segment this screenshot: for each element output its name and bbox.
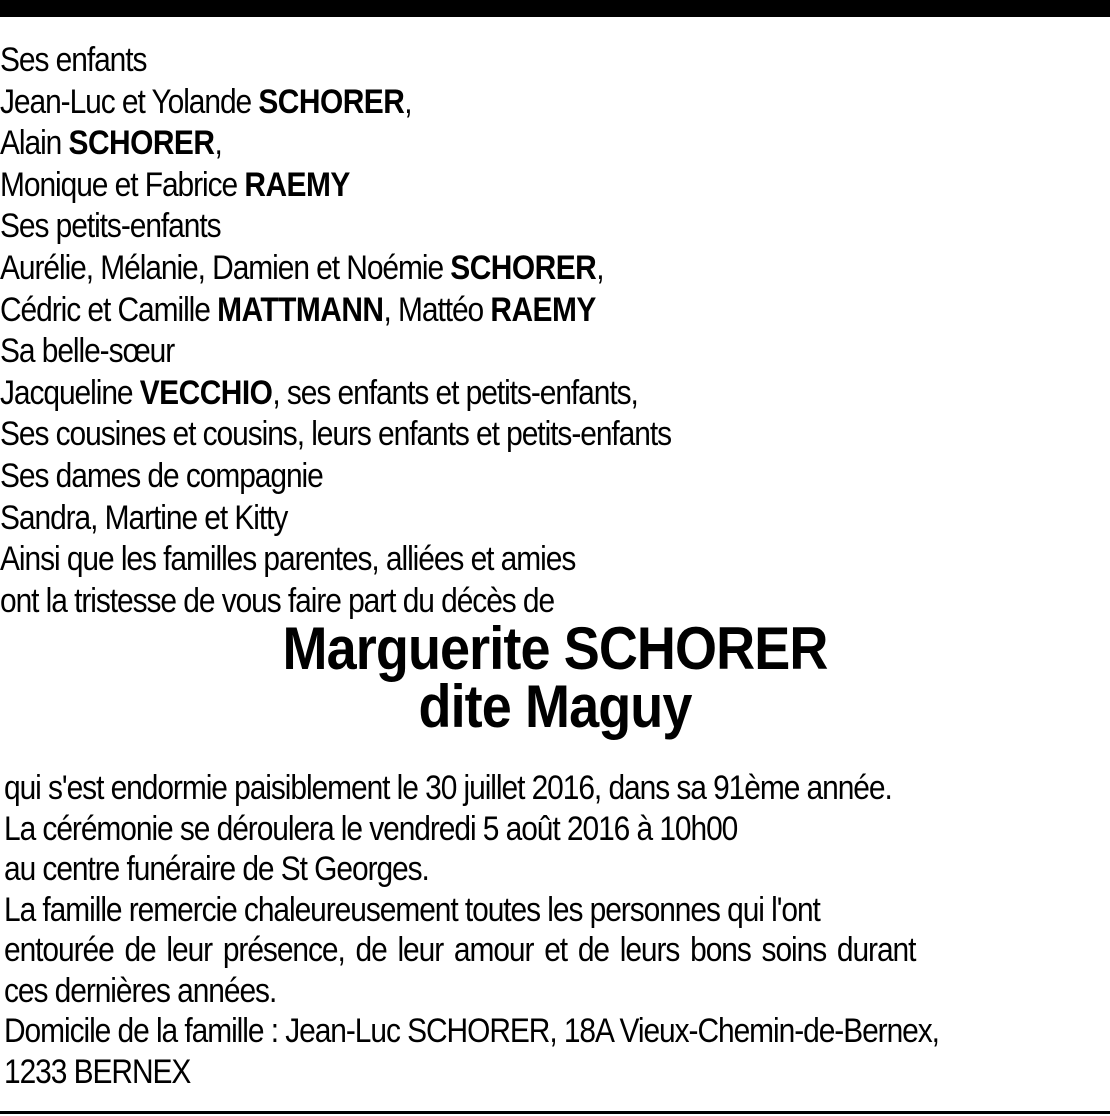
surname: SCHORER bbox=[68, 124, 215, 163]
detail-line: 1233 BERNEX bbox=[4, 1052, 191, 1091]
ceremony-details bbox=[4, 768, 1110, 1092]
family-announcement bbox=[0, 40, 977, 622]
family-line: Alain SCHORER, bbox=[0, 124, 222, 163]
family-line: Ses petits-enfants bbox=[0, 207, 221, 246]
surname: RAEMY bbox=[490, 290, 596, 329]
family-line: Sa belle-sœur bbox=[0, 332, 175, 371]
family-line: Jacqueline VECCHIO, ses enfants et petits-enfants, bbox=[0, 373, 638, 412]
bottom-rule bbox=[0, 1111, 1110, 1114]
family-line: Cédric et Camille MATTMANN, Mattéo RAEMY bbox=[0, 290, 596, 329]
detail-line: ces dernières années. bbox=[4, 971, 277, 1010]
family-line: Jean-Luc et Yolande SCHORER, bbox=[0, 82, 412, 121]
deceased-name-block bbox=[56, 615, 1055, 740]
family-line: Ainsi que les familles parentes, alliées et amies bbox=[0, 540, 576, 579]
surname: RAEMY bbox=[244, 165, 350, 204]
detail-line: Domicile de la famille : Jean-Luc SCHORER, 18A Vieux-Chemin-de-Bernex, bbox=[4, 1012, 939, 1050]
surname: VECCHIO bbox=[139, 373, 273, 412]
surname: SCHORER bbox=[258, 82, 405, 121]
family-line: Sandra, Martine et Kitty bbox=[0, 498, 288, 537]
surname: SCHORER bbox=[450, 248, 597, 287]
family-line: ont la tristesse de vous faire part du décès de bbox=[0, 581, 555, 620]
deceased-nickname: dite Maguy bbox=[418, 673, 692, 740]
family-line: Ses enfants bbox=[0, 41, 147, 79]
detail-line: qui s'est endormie paisiblement le 30 juillet 2016, dans sa 91ème année. bbox=[4, 769, 892, 807]
surname: MATTMANN bbox=[217, 290, 384, 329]
detail-line: au centre funéraire de St Georges. bbox=[4, 850, 429, 888]
top-rule bbox=[0, 0, 1110, 17]
detail-line: La famille remercie chaleureusement toutes les personnes qui l'ont bbox=[4, 890, 820, 929]
detail-line: entourée de leur présence, de leur amour et de leurs bons soins durant bbox=[4, 931, 916, 969]
family-line: Monique et Fabrice RAEMY bbox=[0, 165, 350, 204]
family-line: Ses dames de compagnie bbox=[0, 456, 323, 495]
detail-line: La cérémonie se déroulera le vendredi 5 août 2016 à 10h00 bbox=[4, 809, 738, 848]
family-line: Ses cousines et cousins, leurs enfants et petits-enfants bbox=[0, 415, 671, 454]
family-line: Aurélie, Mélanie, Damien et Noémie SCHORER, bbox=[0, 248, 604, 287]
deceased-name: Marguerite SCHORER bbox=[282, 615, 828, 682]
